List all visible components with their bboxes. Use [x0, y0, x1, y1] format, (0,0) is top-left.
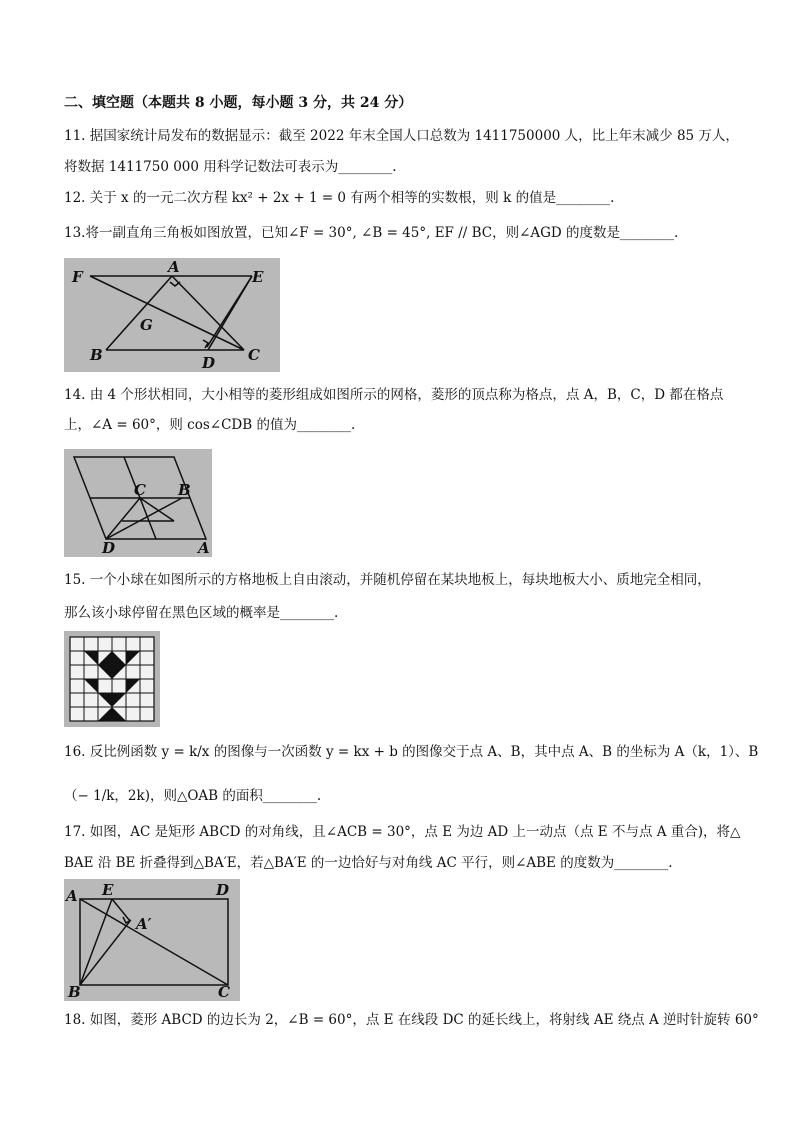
q13-line1: 13.将一副直角三角板如图放置，已知∠F = 30°, ∠B = 45°, EF // BC，则∠AGD 的度数是________. [64, 225, 679, 241]
q15-line1: 15. 一个小球在如图所示的方格地板上自由滚动，并随机停留在某块地板上，每块地板大小、质地完全相同， [64, 572, 711, 588]
q18-line1: 18. 如图，菱形 ABCD 的边长为 2，∠B = 60°，点 E 在线段 DC 的延长线上，将射线 AE 绕点 A 逆时针旋转 60° [64, 1012, 759, 1028]
q14-label-C: C [134, 481, 146, 499]
q13-label-D: D [202, 354, 216, 372]
q14-label-A: A [198, 539, 210, 557]
q16-line1: 16. 反比例函数 y = k/x 的图像与一次函数 y = kx + b 的图像交于点 A、B，其中点 A、B 的坐标为 A（k，1）、B [64, 744, 759, 760]
q13-diagram [64, 258, 280, 372]
q11-line1: 11. 据国家统计局发布的数据显示：截至 2022 年末全国人口总数为 1411750000 人，比上年末减少 85 万人， [64, 128, 739, 144]
section-heading: 二、填空题（本题共 8 小题，每小题 3 分，共 24 分） [64, 95, 413, 111]
q13-label-B: B [90, 346, 103, 364]
q13-label-G: G [140, 316, 153, 334]
q13-label-C: C [248, 346, 260, 364]
q13-label-A: A [168, 258, 180, 276]
q14-label-D: D [102, 539, 116, 557]
q17-line1: 17. 如图，AC 是矩形 ABCD 的对角线，且∠ACB = 30°，点 E 为边 AD 上一动点（点 E 不与点 A 重合)，将△ [64, 824, 741, 840]
q17-label-B: B [68, 983, 81, 1001]
q17-label-D: D [216, 881, 230, 899]
q16-line2: （− 1/k，2k)，则△OAB 的面积________. [64, 788, 322, 804]
q17-diagram [64, 879, 240, 1001]
q17-line2: BAE 沿 BE 折叠得到△BA′E，若△BA′E 的一边恰好与对角线 AC 平行，则∠ABE 的度数为________. [64, 855, 673, 871]
q12-line1: 12. 关于 x 的一元二次方程 kx² + 2x + 1 = 0 有两个相等的实数根，则 k 的值是________. [64, 190, 615, 206]
q13-label-F: F [72, 268, 83, 286]
q17-label-A-prime: A′ [136, 915, 152, 933]
q14-diagram [64, 449, 212, 557]
q17-label-E: E [102, 881, 114, 899]
q15-tile-grid [64, 631, 160, 727]
q17-label-C: C [218, 983, 230, 1001]
q14-label-B: B [178, 481, 191, 499]
q14-figure [64, 449, 212, 557]
q17-label-A: A [66, 887, 78, 905]
q14-line1: 14. 由 4 个形状相同，大小相等的菱形组成如图所示的网格，菱形的顶点称为格点，点 A，B，C，D 都在格点 [64, 387, 724, 403]
q15-line2: 那么该小球停留在黑色区域的概率是________. [64, 605, 339, 621]
q14-line2: 上，∠A = 60°，则 cos∠CDB 的值为________. [64, 417, 356, 433]
q11-line2: 将数据 1411750 000 用科学记数法可表示为________. [64, 159, 397, 175]
q15-figure [64, 631, 160, 727]
q17-figure [64, 879, 240, 1001]
q13-figure [64, 258, 280, 372]
q13-label-E: E [252, 268, 264, 286]
